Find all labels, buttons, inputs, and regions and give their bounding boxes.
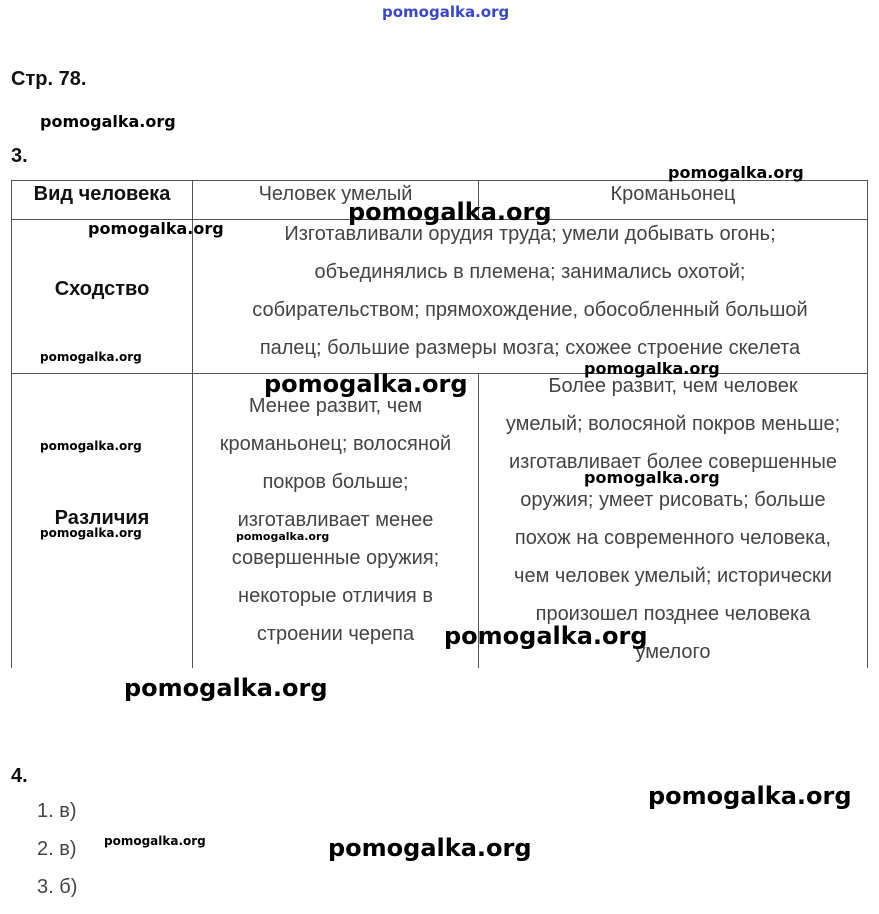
watermark: pomogalka.org [40, 439, 142, 453]
header-cro-magnon: Кроманьонец [610, 183, 736, 205]
watermark: pomogalka.org [264, 370, 468, 398]
similarity-line: собирательством; прямохождение, обособленный большой [252, 299, 808, 321]
difference-line: похож на современного человека, [514, 527, 832, 549]
difference-line: изготавливает менее [237, 509, 434, 531]
watermark: pomogalka.org [88, 219, 224, 238]
watermark: pomogalka.org [668, 163, 804, 182]
difference-line: Менее развит, чем [248, 395, 423, 417]
difference-line: кроманьонец; волосяной [219, 433, 452, 455]
difference-line: произошел позднее человека [535, 603, 811, 625]
difference-line: оружия; умеет рисовать; больше [520, 489, 826, 511]
difference-line: умелого [635, 641, 711, 663]
watermark: pomogalka.org [382, 3, 510, 21]
watermark: pomogalka.org [236, 530, 330, 543]
watermark: pomogalka.org [444, 622, 648, 650]
difference-line: изготавливает более совершенные [508, 451, 837, 473]
watermark: pomogalka.org [328, 834, 532, 862]
difference-line: покров больше; [262, 471, 409, 493]
difference-line: чем человек умелый; исторически [514, 565, 832, 587]
watermark: pomogalka.org [104, 834, 206, 848]
watermark: pomogalka.org [648, 782, 852, 810]
watermark: pomogalka.org [40, 112, 176, 131]
watermark: pomogalka.org [584, 359, 720, 378]
difference-line: некоторые отличия в [238, 585, 433, 607]
watermark: pomogalka.org [584, 468, 720, 487]
answer-item: 1. в) [37, 800, 77, 822]
watermark: pomogalka.org [40, 350, 142, 364]
header-homo-habilis: Человек умелый [258, 183, 413, 205]
similarity-line: объединялись в племена; занимались охотой; [314, 261, 746, 283]
watermark: pomogalka.org [40, 526, 142, 540]
difference-line: строении черепа [256, 623, 415, 645]
similarity-cell [193, 215, 867, 367]
task-3-number: 3. [11, 145, 28, 167]
row-label-differences: Различия [54, 507, 150, 529]
similarity-line: палец; большие размеры мозга; схожее строение скелета [259, 337, 801, 359]
difference-cell-homo-habilis [193, 387, 478, 653]
difference-line: Более развит, чем человек [548, 375, 798, 397]
page-ref: Стр. 78. [11, 68, 87, 90]
difference-line: умелый; волосяной покров меньше; [505, 413, 841, 435]
answer-item: 3. б) [37, 876, 78, 898]
difference-line: совершенные оружия; [231, 547, 440, 569]
header-species: Вид человека [33, 183, 171, 205]
answer-item: 2. в) [37, 838, 77, 860]
watermark: pomogalka.org [124, 674, 328, 702]
row-label-similarity: Сходство [54, 278, 150, 300]
table-border-right [867, 180, 868, 668]
table-border-left [11, 180, 12, 668]
watermark: pomogalka.org [348, 198, 552, 226]
task-4-number: 4. [11, 765, 28, 787]
similarity-line: Изготавливали орудия труда; умели добывать огонь; [284, 223, 776, 245]
